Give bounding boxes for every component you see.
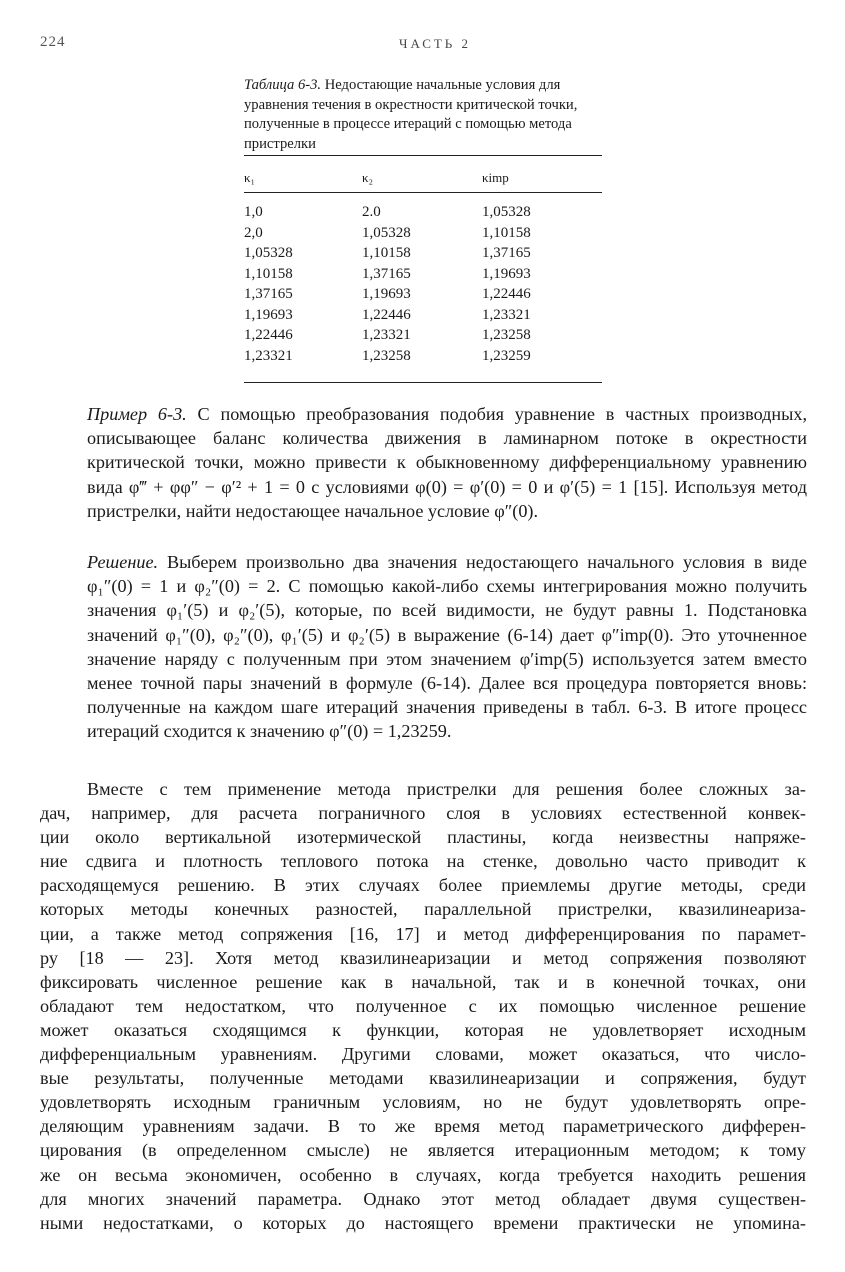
table-row: [244, 204, 602, 225]
table-cell: 1,22446: [482, 286, 531, 302]
table-cell: 1,23321: [482, 306, 531, 323]
body-line: может оказаться сходящимся к функции, которая не удовлетворяет исходным: [40, 1019, 806, 1040]
body-line: ными недостатками, о которых до настоящего времени практически не упомина-: [40, 1212, 806, 1233]
table-cell: 1,23259: [482, 347, 531, 364]
column-header-kimp: κimp: [482, 170, 509, 185]
table-cell: 1,19693: [362, 286, 411, 302]
solution-text: Выберем произвольно два значения недостающего начального условия в виде φ₁″(0) = 1 и φ₂″(0) = 2. С помощью какой-либо схемы интегрирования можно получить значения φ₁′(5) и φ₂′(5), которые, по всей видимости, не будут равны 1. Подстановка значений φ₁″(0), φ₂″(0), φ₁′(5) и φ₂′(5) в выражение (6-14) дает φ″imp(0). Это уточненное значение наряду с полученным при этом значением φ′imp(5) используется затем вместо менее точной пары значений в формуле (6-14). Далее вся процедура повторяется вновь: полученные на каждом шаге итераций значения приведены в табл. 6-3. В итоге процесс итераций сходится к значению φ″(0) = 1,23259.: [87, 552, 807, 742]
table-cell: 1,05328: [362, 224, 411, 241]
table-row: [244, 307, 602, 328]
body-line: дифференциальным уравнениям. Другими словами, может оказаться, что число-: [40, 1044, 806, 1065]
column-header-k2: κ₂: [362, 170, 374, 185]
table-cell: 1,22446: [244, 327, 293, 343]
body-line: дач, например, для расчета пограничного слоя в условиях естественной конвек-: [40, 803, 806, 824]
table-row: [244, 245, 602, 266]
table-cell: 1,23321: [244, 347, 293, 364]
body-line: деляющим уравнениям задачи. В то же время метод параметрического дифферен-: [40, 1116, 806, 1137]
body-line: же он весьма экономичен, особенно в случаях, когда требуется находить решения: [40, 1164, 806, 1185]
body-line: которых методы конечных разностей, параллельной пристрелки, квазилинеариза-: [40, 899, 806, 920]
body-line: вые результаты, полученные методами квазилинеаризации и сопряжения, будут: [40, 1068, 806, 1089]
table-cell: 1,19693: [244, 306, 293, 323]
table-cell: 1,05328: [482, 204, 531, 220]
table-caption-text: Недостающие начальные условия для уравнения течения в окрестности критической точки, полученные в процессе итераций с помощью метода пристрелки: [244, 77, 578, 152]
solution-paragraph: [87, 550, 807, 744]
table-cell: 1,0: [244, 204, 263, 220]
part-label: ЧАСТЬ 2: [399, 36, 472, 51]
body-line: ние сдвига и плотность теплового потока на стенке, довольно часто приводит к: [40, 851, 806, 872]
table-row: [244, 225, 602, 246]
solution-label: Решение.: [87, 552, 159, 572]
table-row: [244, 266, 602, 287]
example-paragraph: [87, 402, 807, 523]
table-cell: 1,10158: [482, 224, 531, 241]
table-cell: 2,0: [244, 224, 263, 241]
body-line: цирования (в определенном смысле) не является итерационным методом; к тому: [40, 1140, 806, 1161]
table-caption: [244, 76, 604, 154]
iteration-table: [244, 155, 602, 383]
body-line: удовлетворять исходным граничным условиям, но не будут удовлетворять опре-: [40, 1092, 806, 1113]
table-cell: 1,23258: [362, 347, 411, 364]
body-line: Вместе с тем применение метода пристрелки для решения более сложных за-: [87, 779, 806, 799]
body-line: обладают тем недостатком, что полученное с их помощью численное решение: [40, 995, 806, 1016]
body-line: ции, а также метод сопряжения [16, 17] и метод дифференцирования по парамет-: [40, 923, 806, 944]
example-text: С помощью преобразования подобия уравнение в частных производных, описывающее баланс количества движения в ламинарном потоке в окрестности критической точки, можно привести к обыкновенному дифференциальному уравнению вида φ‴ + φφ″ − φ′² + 1 = 0 с условиями φ(0) = φ′(0) = 0 и φ′(5) = 1 [15]. Используя метод пристрелки, найти недостающее начальное условие φ″(0).: [87, 404, 807, 521]
table-body: [244, 193, 602, 382]
table-cell: 1,05328: [244, 245, 293, 261]
table-cell: 1,19693: [482, 265, 531, 282]
table-cell: 1,10158: [362, 245, 411, 261]
table-cell: 1,23321: [362, 327, 411, 343]
table-caption-label: Таблица 6-3.: [244, 77, 322, 93]
body-paragraph: [40, 777, 806, 1235]
body-line: ции около вертикальной изотермической пластины, когда неизвестны напряже-: [40, 827, 806, 848]
body-line: фиксировать численное решение как в начальной, так и в конечной точках, они: [40, 971, 806, 992]
running-head: [0, 34, 845, 54]
table-row: [244, 286, 602, 307]
table-cell: 1,37165: [362, 265, 411, 282]
table-cell: 1,37165: [244, 286, 293, 302]
body-line: расходящемуся решению. В этих случаях более приемлемы другие методы, среди: [40, 875, 806, 896]
table-row: [244, 327, 602, 348]
table-cell: 1,10158: [244, 265, 293, 282]
body-line: для многих значений параметра. Однако этот метод обладает двумя существен-: [40, 1188, 806, 1209]
table-cell: 1,22446: [362, 306, 411, 323]
page-number: 224: [40, 34, 66, 50]
table-cell: 1,37165: [482, 245, 531, 261]
body-line: ру [18 — 23]. Хотя метод квазилинеаризации и метод сопряжения позволяют: [40, 947, 806, 968]
example-label: Пример 6-3.: [87, 404, 187, 424]
table-row: [244, 348, 602, 369]
table-header-row: [244, 156, 602, 192]
column-header-k1: κ₁: [244, 170, 256, 185]
table-bottom-rule: [244, 382, 602, 383]
table-cell: 2.0: [362, 204, 381, 220]
table-cell: 1,23258: [482, 327, 531, 343]
